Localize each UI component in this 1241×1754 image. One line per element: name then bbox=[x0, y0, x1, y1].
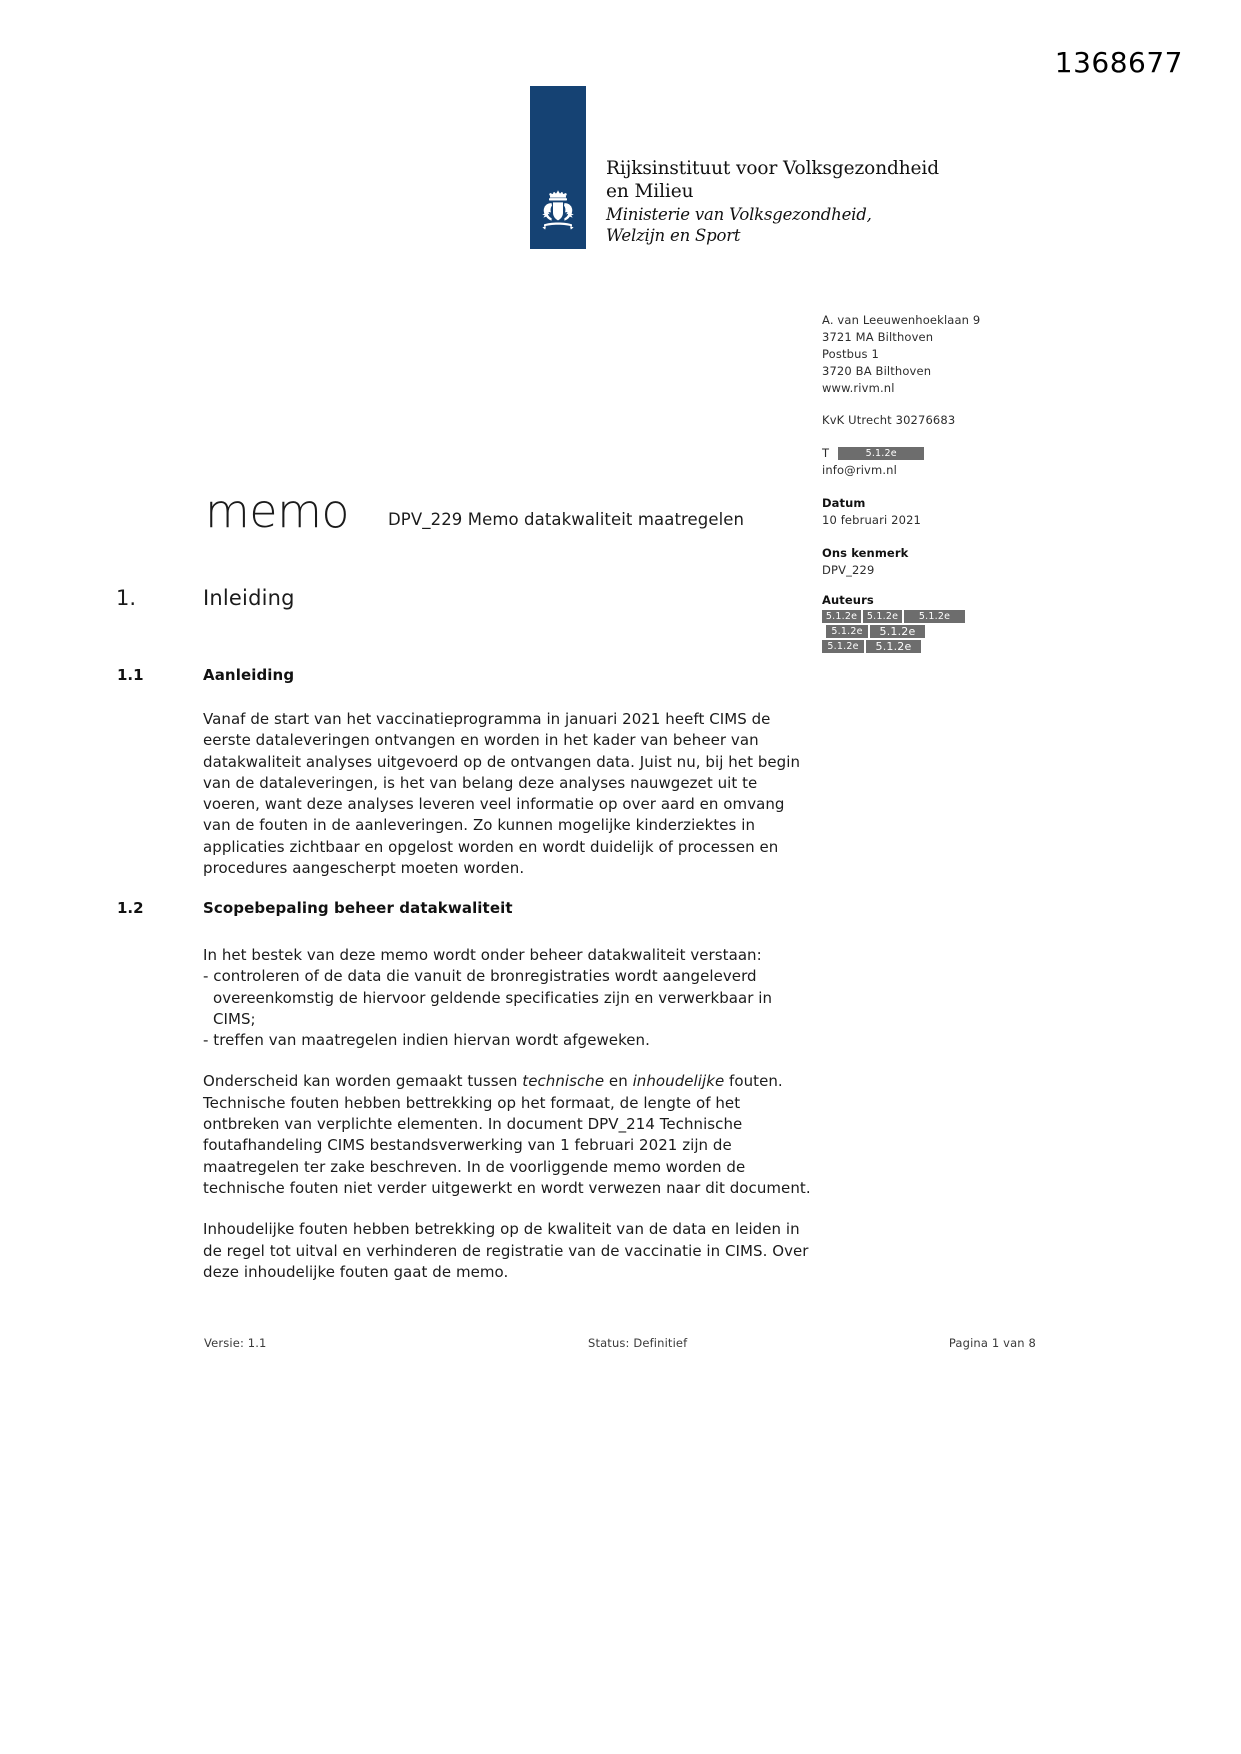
paragraph: Vanaf de start van het vaccinatieprogramma in januari 2021 heeft CIMS de eerste dataleveringen ontvangen en worden in het kader van beheer van datakwaliteit analyses uitgevoerd op de ontvangen data. Juist nu, bij het begin van de dataleveringen, is het van belang deze analyses nauwgezet uit te voeren, want deze analyses leveren veel informatie op over aard en omvang van de fouten in de aanleveringen. Zo kunnen mogelijke kinderziektes in applicaties zichtbaar en opgelost worden en wordt duidelijk of processen en procedures aangescherpt moeten worden. bbox=[203, 710, 801, 878]
emphasis-inhoudelijke: inhoudelijke bbox=[632, 1072, 725, 1091]
authors-row bbox=[822, 640, 1122, 653]
dutch-coat-of-arms-icon bbox=[536, 188, 580, 236]
kvk-number: KvK Utrecht 30276683 bbox=[822, 413, 956, 428]
section-1-1-body bbox=[203, 709, 815, 879]
text-fragment: en bbox=[604, 1072, 633, 1091]
scope-bullet-1-continuation: overeenkomstig de hiervoor geldende specificaties zijn en verwerkbaar in CIMS; bbox=[213, 988, 773, 1028]
authors-block bbox=[822, 592, 1122, 653]
chapter-title: Inleiding bbox=[203, 586, 295, 610]
text-fragment: Onderscheid kan worden gemaakt tussen bbox=[203, 1072, 523, 1091]
logo-line-3: Ministerie van Volksgezondheid, bbox=[606, 205, 872, 225]
memo-subject: DPV_229 Memo datakwaliteit maatregelen bbox=[388, 510, 745, 529]
address-po-box: Postbus 1 bbox=[822, 346, 879, 361]
scope-intro: In het bestek van deze memo wordt onder beheer datakwaliteit verstaan: bbox=[203, 946, 762, 964]
footer-version: Versie: 1.1 bbox=[204, 1336, 267, 1350]
memo-word: memo bbox=[205, 484, 350, 538]
heading-section-1-1 bbox=[117, 666, 857, 684]
reference-value: DPV_229 bbox=[822, 562, 875, 577]
heading-section-1-2 bbox=[117, 899, 857, 917]
section-title: Aanleiding bbox=[203, 666, 295, 684]
date-value: 10 februari 2021 bbox=[822, 513, 922, 528]
address-website: www.rivm.nl bbox=[822, 380, 895, 395]
date-block bbox=[822, 495, 1122, 529]
author-redaction: 5.1.2e bbox=[866, 640, 921, 653]
logo-line-4: Welzijn en Sport bbox=[606, 226, 741, 246]
text-fragment: fouten. Technische fouten hebben bettrekking op het formaat, de lengte of het ontbreken van verplichte elementen. In document DPV_214 Technische foutafhandeling CIMS bestandsverwerking van 1 februari 2021 zijn de maatregelen ter zake beschreven. In de voorliggende memo worden de technische fouten niet verder uitgewerkt en wordt verwezen naar dit document. bbox=[203, 1072, 811, 1197]
footer-status: Status: Definitief bbox=[588, 1336, 688, 1350]
phone-label: T bbox=[822, 446, 830, 461]
phone-row bbox=[822, 445, 1122, 462]
logo-line-1: Rijksinstituut voor Volksgezondheid bbox=[606, 157, 939, 179]
scope-bullet-1: - controleren of de data die vanuit de bronregistraties wordt aangeleverd bbox=[203, 967, 757, 986]
paragraph-content-errors: Inhoudelijke fouten hebben betrekking op de kwaliteit van de data en leiden in de regel tot uitval en verhinderen de registratie van de vaccinatie in CIMS. Over deze inhoudelijke fouten gaat de memo. bbox=[203, 1220, 809, 1281]
scope-bullet-2: - treffen van maatregelen indien hiervan wordt afgeweken. bbox=[203, 1031, 650, 1050]
reference-label: Ons kenmerk bbox=[822, 545, 909, 560]
address-po-postcode-city: 3720 BA Bilthoven bbox=[822, 363, 932, 378]
contact-block bbox=[822, 445, 1122, 479]
email-address: info@rivm.nl bbox=[822, 463, 897, 478]
section-number: 1.1 bbox=[117, 666, 144, 684]
author-redaction: 5.1.2e bbox=[822, 640, 864, 653]
date-label: Datum bbox=[822, 496, 866, 511]
address-block bbox=[822, 312, 1122, 396]
kvk-block bbox=[822, 412, 1122, 429]
phone-redaction: 5.1.2e bbox=[838, 447, 924, 460]
page-footer bbox=[204, 1336, 1036, 1350]
logo-line-2: en Milieu bbox=[606, 181, 694, 203]
chapter-number: 1. bbox=[116, 586, 137, 610]
scope-definition-list bbox=[203, 945, 815, 1051]
meta-sidebar bbox=[822, 312, 1122, 669]
authors-row bbox=[822, 610, 1122, 623]
section-1-2-body bbox=[203, 945, 815, 1283]
emphasis-technische: technische bbox=[522, 1072, 605, 1091]
address-street: A. van Leeuwenhoeklaan 9 bbox=[822, 313, 981, 327]
authors-label: Auteurs bbox=[822, 592, 874, 607]
section-title: Scopebepaling beheer datakwaliteit bbox=[203, 899, 513, 917]
author-redaction: 5.1.2e bbox=[863, 610, 902, 623]
footer-page-number: Pagina 1 van 8 bbox=[948, 1336, 1036, 1350]
author-redaction: 5.1.2e bbox=[826, 625, 868, 638]
address-postcode-city: 3721 MA Bilthoven bbox=[822, 329, 934, 344]
reference-block bbox=[822, 545, 1122, 579]
authors-redaction-grid bbox=[822, 610, 1122, 653]
author-redaction: 5.1.2e bbox=[904, 610, 965, 623]
rivm-logo bbox=[530, 86, 939, 249]
author-redaction: 5.1.2e bbox=[822, 610, 861, 623]
section-number: 1.2 bbox=[117, 899, 144, 917]
paragraph-technical-errors bbox=[203, 1071, 815, 1199]
authors-row bbox=[822, 625, 1122, 638]
logo-blue-bar bbox=[530, 86, 586, 249]
author-redaction: 5.1.2e bbox=[870, 625, 925, 638]
document-number: 1368677 bbox=[1054, 46, 1183, 79]
heading-chapter-1 bbox=[116, 586, 816, 610]
